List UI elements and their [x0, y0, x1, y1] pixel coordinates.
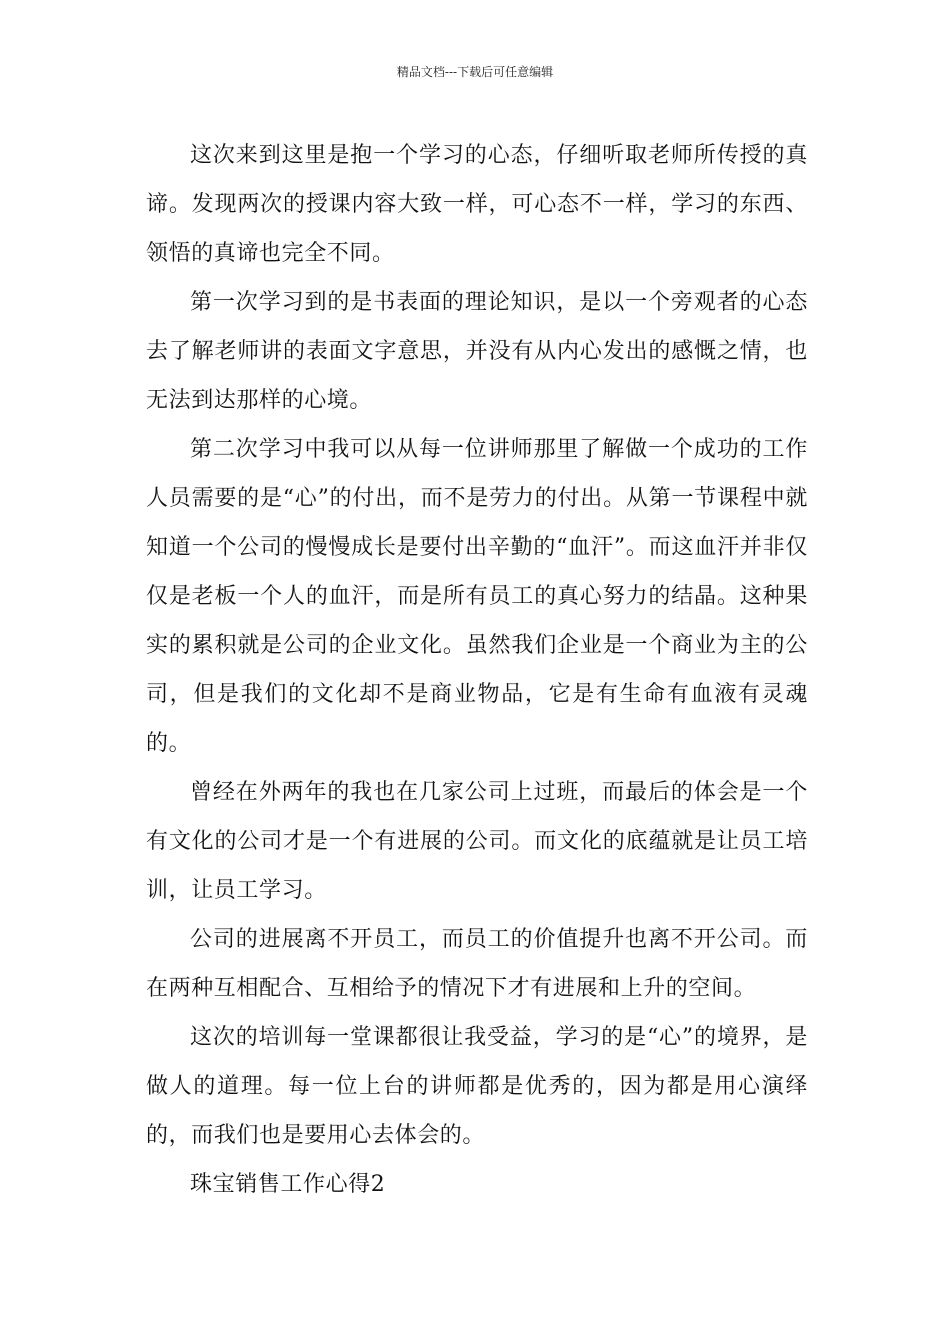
paragraph-1: 这次来到这里是抱一个学习的心态，仔细听取老师所传授的真谛。发现两次的授课内容大致一样，可心态不一样，学习的东西、领悟的真谛也完全不同。 — [146, 143, 808, 266]
page-header: 精品文档---下载后可任意编辑 — [396, 65, 554, 79]
paragraph-6: 这次的培训每一堂课都很让我受益，学习的是“心”的境界，是做人的道理。每一位上台的讲师都是优秀的，因为都是用心演绎的，而我们也是要用心去体会的。 — [146, 1025, 808, 1148]
paragraph-3: 第二次学习中我可以从每一位讲师那里了解做一个成功的工作人员需要的是“心”的付出，而不是劳力的付出。从第一节课程中就知道一个公司的慢慢成长是要付出辛勤的“血汗”。而这血汗并非仅仅是老板一个人的血汗，而是所有员工的真心努力的结晶。这种果实的累积就是公司的企业文化。虽然我们企业是一个商业为主的公司，但是我们的文化却不是商业物品，它是有生命有血液有灵魂的。 — [146, 437, 808, 756]
paragraph-5: 公司的进展离不开员工，而员工的价值提升也离不开公司。而在两种互相配合、互相给予的情况下才有进展和上升的空间。 — [146, 927, 808, 1001]
section-heading: 珠宝销售工作心得2 — [190, 1172, 386, 1197]
document-body — [146, 131, 808, 1209]
paragraph-4: 曾经在外两年的我也在几家公司上过班，而最后的体会是一个有文化的公司才是一个有进展的公司。而文化的底蕴就是让员工培训，让员工学习。 — [146, 780, 808, 903]
paragraph-2: 第一次学习到的是书表面的理论知识，是以一个旁观者的心态去了解老师讲的表面文字意思，并没有从内心发出的感慨之情，也无法到达那样的心境。 — [146, 290, 808, 413]
